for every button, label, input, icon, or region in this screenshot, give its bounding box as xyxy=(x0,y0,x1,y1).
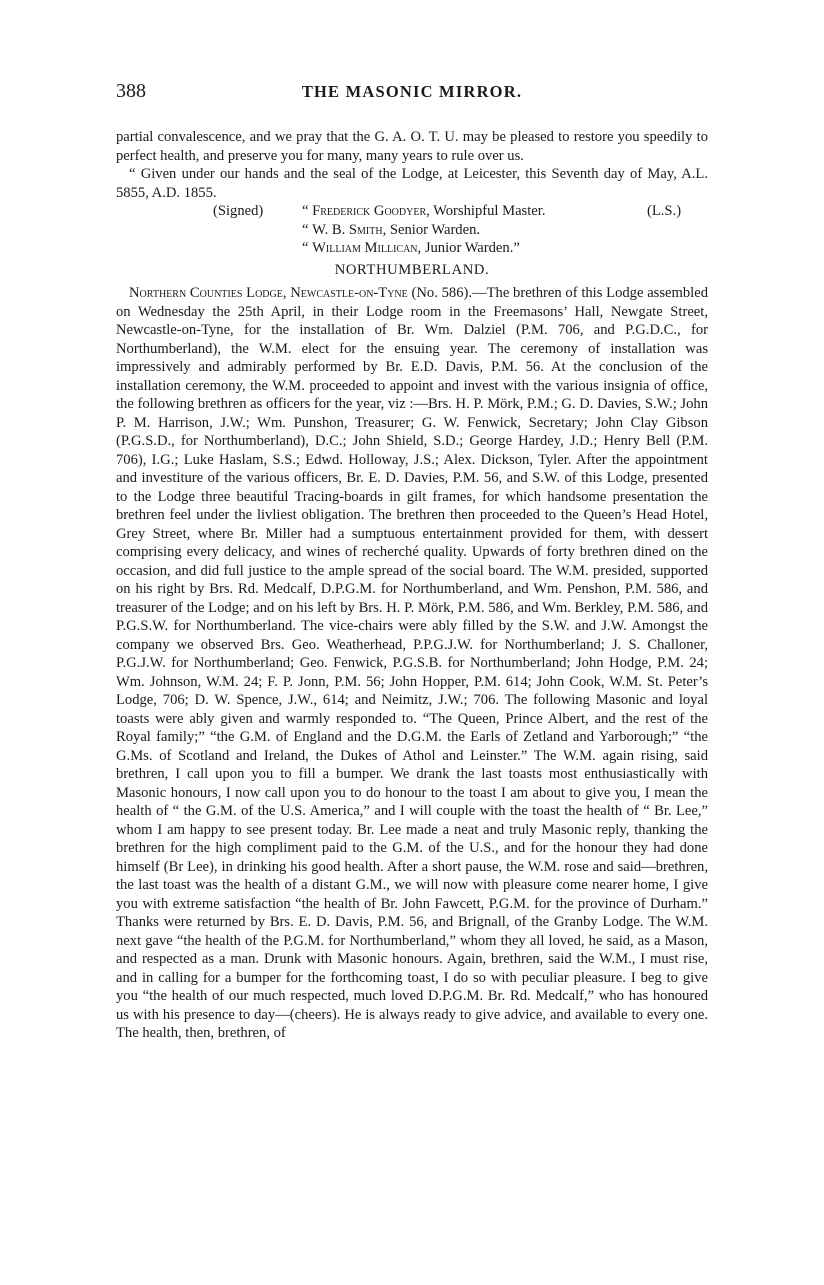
signatory-name: W. B. Smith xyxy=(312,221,383,238)
section-title: NORTHUMBERLAND. xyxy=(334,261,490,278)
signature-line-1 xyxy=(116,202,708,221)
signatory-title: , Senior Warden. xyxy=(382,221,481,238)
signatory-title: , Junior Warden.” xyxy=(417,240,520,256)
page-number: 388 xyxy=(116,80,146,102)
signature-senior-warden xyxy=(302,221,480,240)
letter-paragraph-2: “ Given under our hands and the seal of the Lodge, at Leicester, this Seventh day of May, A.L. 5855, A.D. 1855. xyxy=(116,166,708,201)
letter-paragraph-1: partial convalescence, and we pray that the G. A. O. T. U. may be pleased to restore you speedily to perfect health, and preserve you for many, many years to rule over us. xyxy=(116,129,708,164)
signed-label: (Signed) xyxy=(213,203,264,219)
page-header xyxy=(116,80,708,108)
signature-line-2 xyxy=(116,221,708,240)
signatory-name: William Millican xyxy=(312,240,418,256)
seal-mark: (L.S.) xyxy=(647,203,682,219)
running-title: THE MASONIC MIRROR. xyxy=(301,82,523,101)
quote-mark: “ xyxy=(302,221,313,238)
signatory-name: Frederick Goodyer xyxy=(312,203,427,219)
section-body-text: (No. 586).—The brethren of this Lodge assembled on Wednesday the 25th April, in their Lodge room in the Freemasons’ Hall, Newgate Street, Newcastle-on-Tyne, for the installation of Br. Wm. Dalziel (P.M. 706, and P.G.D.C., for Northumberland), the W.M. elect for the ensuing year. The ceremony of installation was impressively and admirably performed by Br. E.D. Davis, P.M. 56. At the conclusion of the installation ceremony, the W.M. proceeded to appoint and invest with the various insignia of office, the following brethren as officers for the year, viz :—Brs. H. P. Mörk, P.M.; G. D. Davies, S.W.; John P. M. Harrison, J.W.; Wm. Punshon, Treasurer; G. W. Fenwick, Secretary; John Clay Gibson (P.G.S.D., for Northumberland), D.C.; John Shield, S.D.; George Hardey, J.D.; Henry Bell (P.M. 706), I.G.; Luke Haslam, S.S.; Edwd. Holloway, J.S.; Alex. Dickson, Tyler. After the appointment and investiture of the various officers, Br. E. D. Davies, P.M. 56, and S.W. of this Lodge, presented to the Lodge three beautiful Tracing-boards in gilt frames, for which handsome presentation the brethren feel under the livliest obligation. The brethren then proceeded to the Queen’s Head Hotel, Grey Street, where Br. Miller had a sumptuous entertainment provided for them, with dessert comprising every delicacy, and wines of recherché quality. Upwards of forty brethren dined on the occasion, and did full justice to the ample spread of the social board. The W.M. presided, supported on his right by Brs. Rd. Medcalf, D.P.G.M. for Northumberland, and Wm. Penshon, P.M. 586, and treasurer of the Lodge; and on his left by Brs. H. P. Mörk, P.M. 586, and Wm. Berkley, P.M. 586, and P.G.S.W. for Northumberland. The vice-chairs were ably filled by the S.W. and J.W. Amongst the company we observed Brs. Geo. Weatherhead, P.P.G.J.W. for Northumberland; J. S. Challoner, P.G.J.W. for Northumberland; Geo. Fenwick, P.G.S.B. for Northumberland; John Hodge, P.M. 24; Wm. Johnson, W.M. 24; F. P. Jonn, P.M. 56; John Hopper, P.M. 614; John Cook, W.M. St. Peter’s Lodge, 706; D. W. Spence, J.W., 614; and Neimitz, J.W.; 706. The following Masonic and loyal toasts were ably given and warmly responded to. “The Queen, Prince Albert, and the rest of the Royal family;” “the G.M. of England and the D.G.M. the Earls of Zetland and Yarborough;” “the G.Ms. of Scotland and Ireland, the Dukes of Athol and Leinster.” The W.M. again rising, said brethren, I call upon you to fill a bumper. We drank the last toasts most enthusiastically with Masonic honours, I now call upon you to do honour to the toast I am about to give you, I mean the health of “ the G.M. of the U.S. America,” and I will couple with the toast the health of “ Br. Lee,” whom I am happy to see present today. Br. Lee made a neat and truly Masonic reply, thanking the brethren for the high compliment paid to the G.M. of the U.S., and for the honour they had done himself (Br Lee), in drinking his good health. After a short pause, the W.M. rose and said—brethren, the last toast was the health of a distant G.M., we will now with pleasure come nearer home, I give you with extreme satisfaction “the health of Br. John Fawcett, P.G.M. for the province of Durham.” Thanks were returned by Brs. E. D. Davis, P.M. 56, and Brignall, of the Granby Lodge. The W.M. next gave “the health of the P.G.M. for Northumberland,” whom they all loved, he said, as a Mason, and respected as a man. Drunk with Masonic honours. Again, brethren, said the W.M., I must rise, and in calling for a bumper for the forthcoming toast, I do so with peculiar pleasure. I beg to give you “the health of our much respected, much loved D.P.G.M. Br. Rd. Medcalf,” who has honoured us with his presence to day—(cheers). He is always ready to give advice, and available to every one. The health, then, brethren, of xyxy=(116,285,709,1041)
quote-mark: “ xyxy=(302,203,313,219)
lodge-name: Northern Counties Lodge, Newcastle-on-Tyne xyxy=(129,285,408,301)
section-paragraph xyxy=(116,284,708,1043)
signatory-title: , Worshipful Master. xyxy=(426,203,546,219)
page-body xyxy=(116,128,708,1043)
quote-mark: “ xyxy=(302,240,313,256)
signature-junior-warden xyxy=(302,239,520,258)
signature-line-3 xyxy=(116,239,708,258)
signature-master xyxy=(302,202,545,221)
